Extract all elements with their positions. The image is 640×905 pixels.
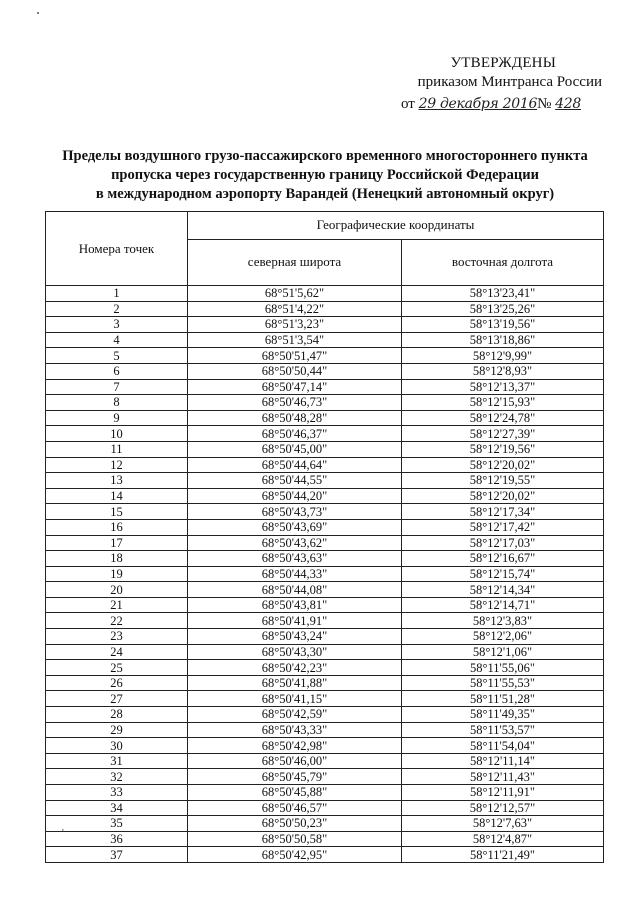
- cell-longitude: 58°12'20,02": [402, 457, 604, 473]
- cell-point-number: 35: [46, 816, 188, 832]
- cell-point-number: 32: [46, 769, 188, 785]
- table-row: [46, 395, 604, 411]
- cell-latitude: 68°51'3,23": [188, 317, 402, 333]
- cell-latitude: 68°50'45,79": [188, 769, 402, 785]
- table-row: [46, 363, 604, 379]
- table-row: [46, 301, 604, 317]
- cell-point-number: 16: [46, 519, 188, 535]
- cell-latitude: 68°50'46,57": [188, 800, 402, 816]
- cell-latitude: 68°50'41,88": [188, 675, 402, 691]
- approval-block: [392, 54, 602, 92]
- table-row: [46, 769, 604, 785]
- table-row: [46, 504, 604, 520]
- cell-latitude: 68°50'42,59": [188, 707, 402, 723]
- cell-longitude: 58°12'13,37": [402, 379, 604, 395]
- cell-latitude: 68°50'41,91": [188, 613, 402, 629]
- table-row: [46, 816, 604, 832]
- cell-latitude: 68°50'42,95": [188, 847, 402, 863]
- cell-latitude: 68°50'43,33": [188, 722, 402, 738]
- table-row: [46, 441, 604, 457]
- table-row: [46, 675, 604, 691]
- cell-latitude: 68°50'44,20": [188, 488, 402, 504]
- cell-longitude: 58°12'12,57": [402, 800, 604, 816]
- table-row: [46, 286, 604, 302]
- cell-longitude: 58°13'23,41": [402, 286, 604, 302]
- cell-point-number: 26: [46, 675, 188, 691]
- cell-latitude: 68°50'45,00": [188, 441, 402, 457]
- cell-longitude: 58°12'7,63": [402, 816, 604, 832]
- cell-latitude: 68°50'42,23": [188, 660, 402, 676]
- cell-longitude: 58°11'55,53": [402, 675, 604, 691]
- cell-longitude: 58°12'11,14": [402, 753, 604, 769]
- cell-point-number: 9: [46, 410, 188, 426]
- cell-point-number: 30: [46, 738, 188, 754]
- table-body: [46, 286, 604, 863]
- cell-point-number: 25: [46, 660, 188, 676]
- cell-longitude: 58°11'21,49": [402, 847, 604, 863]
- table-row: [46, 488, 604, 504]
- table-row: [46, 535, 604, 551]
- cell-longitude: 58°12'15,74": [402, 566, 604, 582]
- table-row: [46, 707, 604, 723]
- cell-latitude: 68°50'50,58": [188, 831, 402, 847]
- cell-longitude: 58°12'8,93": [402, 363, 604, 379]
- cell-point-number: 31: [46, 753, 188, 769]
- cell-point-number: 23: [46, 629, 188, 645]
- cell-latitude: 68°50'45,88": [188, 785, 402, 801]
- scan-mark: ': [62, 828, 64, 839]
- cell-latitude: 68°50'47,14": [188, 379, 402, 395]
- cell-longitude: 58°12'20,02": [402, 488, 604, 504]
- cell-longitude: 58°12'17,03": [402, 535, 604, 551]
- cell-latitude: 68°50'42,98": [188, 738, 402, 754]
- cell-latitude: 68°50'43,81": [188, 597, 402, 613]
- cell-longitude: 58°13'19,56": [402, 317, 604, 333]
- cell-point-number: 12: [46, 457, 188, 473]
- cell-longitude: 58°11'49,35": [402, 707, 604, 723]
- table-row: [46, 800, 604, 816]
- cell-point-number: 33: [46, 785, 188, 801]
- heading-line-3: в международном аэропорту Варандей (Ненецкий автономный округ): [95, 186, 555, 202]
- cell-longitude: 58°13'18,86": [402, 332, 604, 348]
- heading-line-2: пропуска через государственную границу Российской Федерации: [111, 167, 539, 183]
- cell-latitude: 68°50'44,55": [188, 473, 402, 489]
- cell-point-number: 37: [46, 847, 188, 863]
- table-row: [46, 426, 604, 442]
- approval-order: приказом Минтранса России: [417, 74, 602, 90]
- cell-latitude: 68°50'43,24": [188, 629, 402, 645]
- cell-point-number: 17: [46, 535, 188, 551]
- cell-latitude: 68°50'44,64": [188, 457, 402, 473]
- cell-longitude: 58°12'11,91": [402, 785, 604, 801]
- cell-point-number: 14: [46, 488, 188, 504]
- cell-point-number: 21: [46, 597, 188, 613]
- table-row: [46, 691, 604, 707]
- cell-longitude: 58°11'54,04": [402, 738, 604, 754]
- cell-longitude: 58°12'24,78": [402, 410, 604, 426]
- cell-longitude: 58°12'19,55": [402, 473, 604, 489]
- table-row: [46, 753, 604, 769]
- table-row: [46, 332, 604, 348]
- cell-longitude: 58°11'51,28": [402, 691, 604, 707]
- cell-point-number: 19: [46, 566, 188, 582]
- cell-longitude: 58°12'14,71": [402, 597, 604, 613]
- cell-point-number: 7: [46, 379, 188, 395]
- coordinates-table: [45, 211, 604, 863]
- cell-point-number: 4: [46, 332, 188, 348]
- cell-point-number: 20: [46, 582, 188, 598]
- cell-point-number: 5: [46, 348, 188, 364]
- table-row: [46, 629, 604, 645]
- cell-latitude: 68°50'43,69": [188, 519, 402, 535]
- cell-longitude: 58°12'17,34": [402, 504, 604, 520]
- cell-point-number: 28: [46, 707, 188, 723]
- number-sign: №: [537, 96, 552, 112]
- header-point-numbers: Номера точек: [46, 212, 188, 286]
- cell-longitude: 58°12'9,99": [402, 348, 604, 364]
- cell-point-number: 29: [46, 722, 188, 738]
- approval-title: УТВЕРЖДЕНЫ: [450, 55, 556, 71]
- cell-longitude: 58°11'55,06": [402, 660, 604, 676]
- cell-longitude: 58°12'19,56": [402, 441, 604, 457]
- table-row: [46, 317, 604, 333]
- cell-longitude: 58°12'15,93": [402, 395, 604, 411]
- cell-point-number: 3: [46, 317, 188, 333]
- table-row: [46, 379, 604, 395]
- cell-point-number: 27: [46, 691, 188, 707]
- table-row: [46, 660, 604, 676]
- cell-longitude: 58°11'53,57": [402, 722, 604, 738]
- table-row: [46, 597, 604, 613]
- cell-longitude: 58°12'17,42": [402, 519, 604, 535]
- cell-latitude: 68°50'46,00": [188, 753, 402, 769]
- approval-prefix: от: [401, 96, 415, 112]
- table-row: [46, 644, 604, 660]
- cell-latitude: 68°50'41,15": [188, 691, 402, 707]
- table-row: [46, 551, 604, 567]
- cell-point-number: 34: [46, 800, 188, 816]
- header-geo-coordinates: Географические координаты: [188, 212, 604, 240]
- cell-point-number: 13: [46, 473, 188, 489]
- handwritten-number: 428: [555, 96, 581, 112]
- cell-latitude: 68°50'43,73": [188, 504, 402, 520]
- cell-longitude: 58°13'25,26": [402, 301, 604, 317]
- table-row: [46, 566, 604, 582]
- cell-point-number: 6: [46, 363, 188, 379]
- table-row: [46, 738, 604, 754]
- table-row: [46, 582, 604, 598]
- header-latitude: северная широта: [188, 239, 402, 285]
- cell-latitude: 68°50'51,47": [188, 348, 402, 364]
- cell-point-number: 8: [46, 395, 188, 411]
- cell-point-number: 24: [46, 644, 188, 660]
- cell-point-number: 22: [46, 613, 188, 629]
- approval-date-line: [401, 95, 581, 114]
- cell-latitude: 68°50'43,30": [188, 644, 402, 660]
- table-row: [46, 613, 604, 629]
- table-row: [46, 457, 604, 473]
- table-row: [46, 348, 604, 364]
- handwritten-date: 29 декабря 2016: [418, 96, 538, 112]
- cell-latitude: 68°50'46,73": [188, 395, 402, 411]
- cell-latitude: 68°51'3,54": [188, 332, 402, 348]
- cell-longitude: 58°12'3,83": [402, 613, 604, 629]
- cell-latitude: 68°50'50,44": [188, 363, 402, 379]
- cell-point-number: 10: [46, 426, 188, 442]
- table-row: [46, 785, 604, 801]
- cell-latitude: 68°50'44,33": [188, 566, 402, 582]
- cell-latitude: 68°50'44,08": [188, 582, 402, 598]
- cell-latitude: 68°51'4,22": [188, 301, 402, 317]
- cell-point-number: 11: [46, 441, 188, 457]
- cell-latitude: 68°50'48,28": [188, 410, 402, 426]
- heading-line-1: Пределы воздушного грузо-пассажирского временного многостороннего пункта: [62, 148, 588, 164]
- table-row: [46, 410, 604, 426]
- cell-longitude: 58°12'14,34": [402, 582, 604, 598]
- cell-latitude: 68°50'46,37": [188, 426, 402, 442]
- cell-longitude: 58°12'2,06": [402, 629, 604, 645]
- table-row: [46, 831, 604, 847]
- header-longitude: восточная долгота: [402, 239, 604, 285]
- cell-longitude: 58°12'1,06": [402, 644, 604, 660]
- cell-latitude: 68°50'50,23": [188, 816, 402, 832]
- scan-speck: [37, 12, 39, 14]
- cell-point-number: 18: [46, 551, 188, 567]
- cell-latitude: 68°50'43,62": [188, 535, 402, 551]
- document-heading: [40, 147, 610, 204]
- cell-point-number: 1: [46, 286, 188, 302]
- cell-longitude: 58°12'4,87": [402, 831, 604, 847]
- cell-point-number: 36: [46, 831, 188, 847]
- table-row: [46, 722, 604, 738]
- cell-point-number: 2: [46, 301, 188, 317]
- table-row: [46, 847, 604, 863]
- table-row: [46, 473, 604, 489]
- cell-longitude: 58°12'11,43": [402, 769, 604, 785]
- cell-point-number: 15: [46, 504, 188, 520]
- cell-latitude: 68°51'5,62": [188, 286, 402, 302]
- cell-latitude: 68°50'43,63": [188, 551, 402, 567]
- cell-longitude: 58°12'27,39": [402, 426, 604, 442]
- table-row: [46, 519, 604, 535]
- cell-longitude: 58°12'16,67": [402, 551, 604, 567]
